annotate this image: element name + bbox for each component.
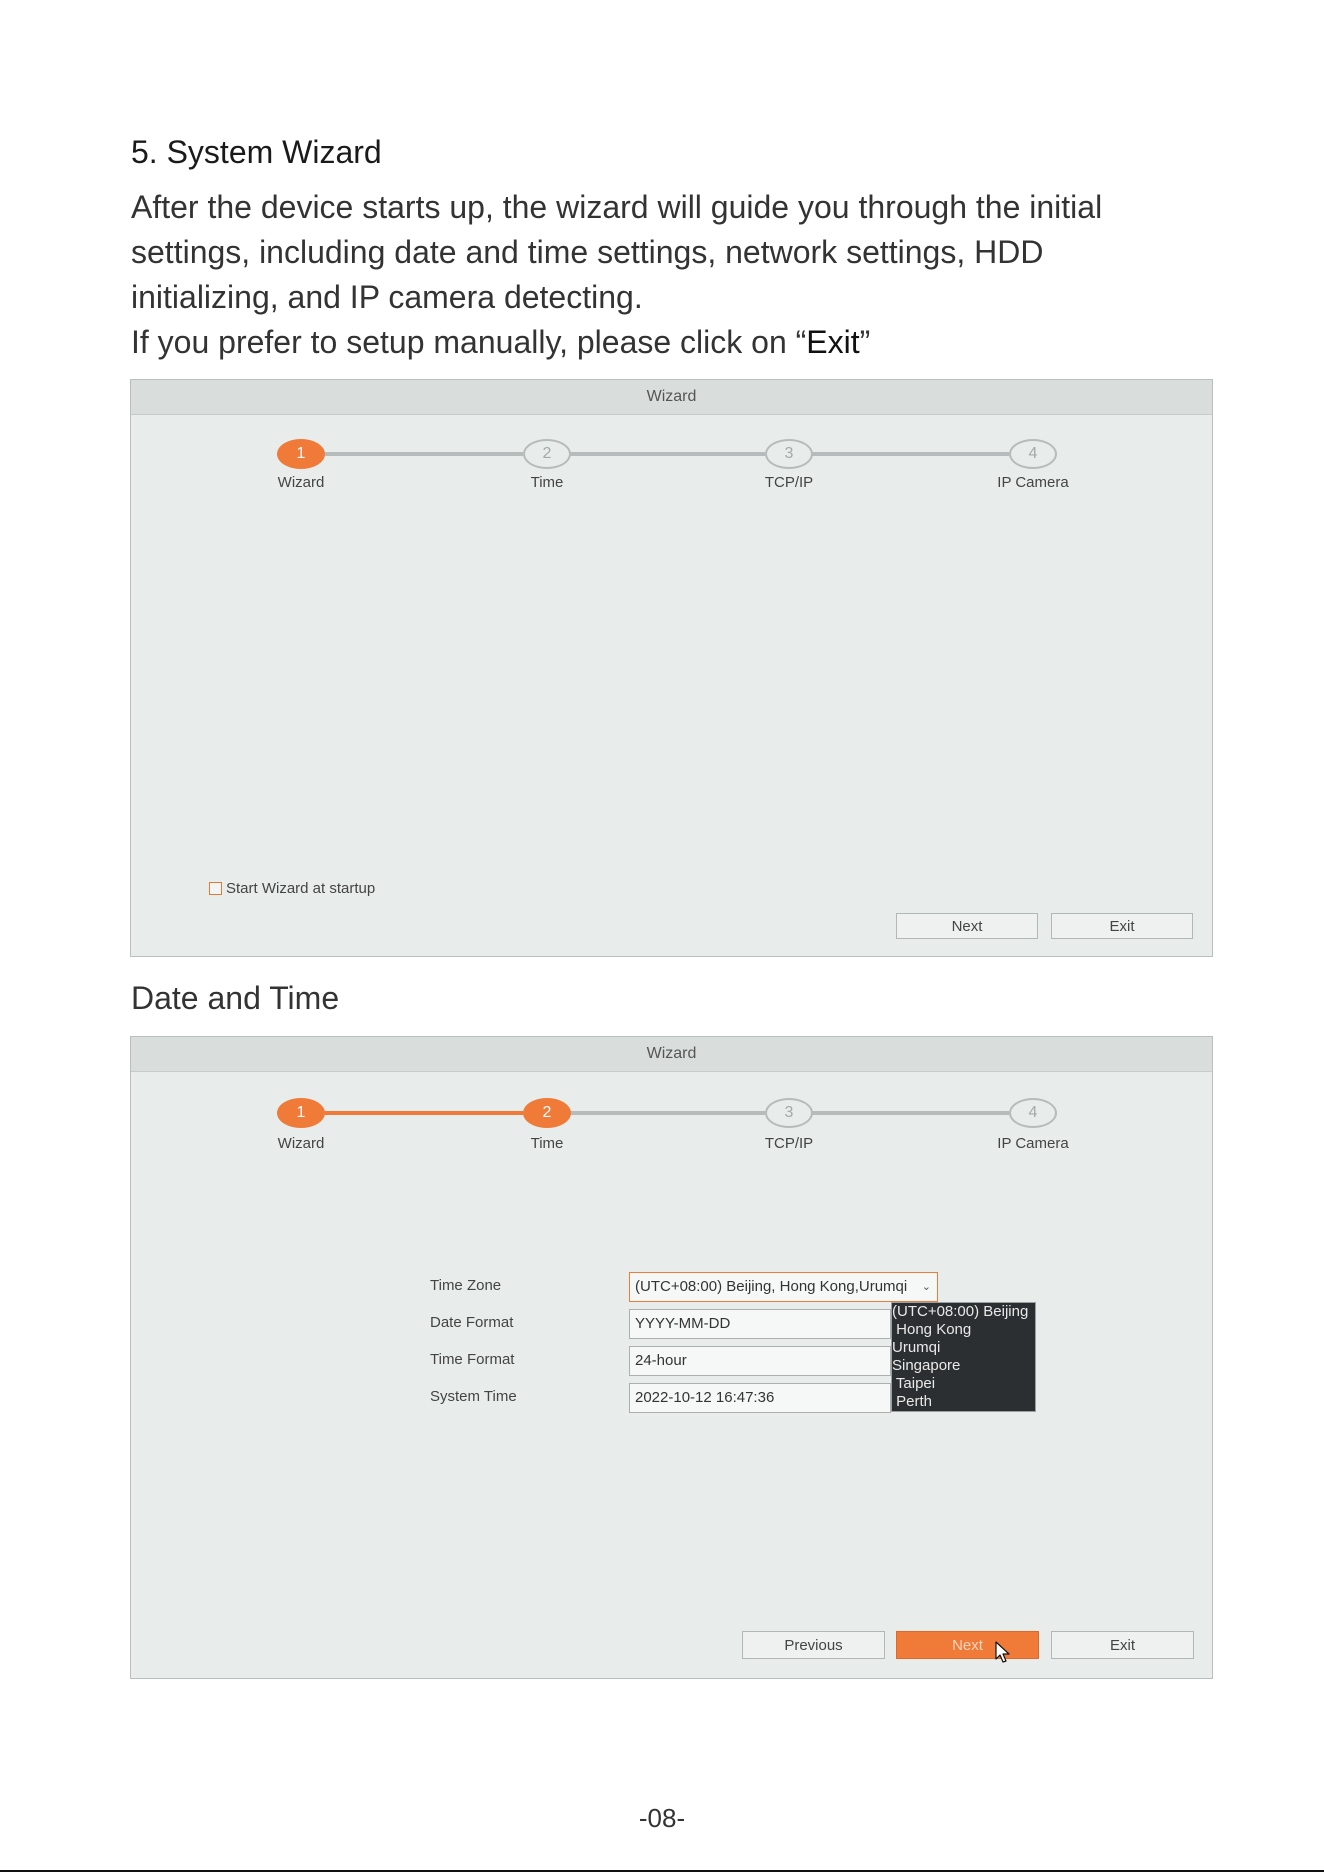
step-1-indicator[interactable]: 1 xyxy=(277,1098,325,1128)
page-number: -08- xyxy=(638,1803,686,1833)
date-format-field[interactable]: YYYY-MM-DD xyxy=(629,1309,891,1339)
step-connector xyxy=(325,1111,523,1115)
wizard-window-step1 xyxy=(130,379,1213,957)
wizard-stepper xyxy=(131,1071,1212,1161)
tooltip-line: Urumqi xyxy=(892,1339,941,1356)
next-button[interactable]: Next xyxy=(896,1631,1039,1659)
system-time-label: System Time xyxy=(430,1388,517,1405)
step-connector xyxy=(811,452,1009,456)
step-1-label: Wizard xyxy=(277,474,325,491)
tooltip-line: Perth xyxy=(892,1393,933,1410)
section-heading: 5. System Wizard xyxy=(131,134,382,170)
step-4-indicator[interactable]: 4 xyxy=(1009,439,1057,469)
step-3-indicator[interactable]: 3 xyxy=(765,439,813,469)
time-format-label: Time Format xyxy=(430,1351,515,1368)
wizard-window-step2 xyxy=(130,1036,1213,1679)
exit-instruction xyxy=(131,320,1231,365)
window-title: Wizard xyxy=(131,1037,1212,1072)
previous-button[interactable]: Previous xyxy=(742,1631,885,1659)
step-1-indicator[interactable]: 1 xyxy=(277,439,325,469)
date-time-section-title: Date and Time xyxy=(131,980,340,1016)
exit-keyword: Exit xyxy=(806,324,860,360)
intro-line-1: After the device starts up, the wizard will guide you through the initial xyxy=(131,189,1103,225)
step-connector xyxy=(325,452,523,456)
start-wizard-checkbox-row[interactable] xyxy=(209,880,375,897)
step-2-indicator[interactable]: 2 xyxy=(523,1098,571,1128)
step-3-label: TCP/IP xyxy=(764,474,814,491)
time-zone-tooltip xyxy=(891,1302,1036,1412)
step-connector xyxy=(569,1111,765,1115)
step-connector xyxy=(811,1111,1009,1115)
wizard-stepper xyxy=(131,414,1212,504)
system-time-field[interactable]: 2022-10-12 16:47:36 xyxy=(629,1383,891,1413)
next-button[interactable]: Next xyxy=(896,913,1038,939)
tooltip-line: Taipei xyxy=(892,1375,936,1392)
step-1-label: Wizard xyxy=(277,1135,325,1152)
intro-line-2: settings, including date and time settings, network settings, HDD xyxy=(131,234,1044,270)
start-wizard-label: Start Wizard at startup xyxy=(226,880,376,897)
exit-instruction-suffix: ” xyxy=(859,324,871,360)
mouse-cursor-icon xyxy=(995,1641,1011,1665)
chevron-down-icon[interactable]: ⌄ xyxy=(921,1281,931,1293)
date-format-label: Date Format xyxy=(430,1314,514,1331)
start-wizard-checkbox[interactable] xyxy=(209,882,222,895)
step-connector xyxy=(569,452,765,456)
step-2-indicator[interactable]: 2 xyxy=(523,439,571,469)
window-title: Wizard xyxy=(131,380,1212,415)
step-2-label: Time xyxy=(530,1135,564,1152)
tooltip-line: Singapore xyxy=(892,1357,961,1374)
intro-line-3: initializing, and IP camera detecting. xyxy=(131,279,643,315)
exit-button[interactable]: Exit xyxy=(1051,913,1193,939)
time-zone-label: Time Zone xyxy=(430,1277,502,1294)
tooltip-line: Hong Kong xyxy=(892,1321,972,1338)
time-zone-select[interactable] xyxy=(629,1272,938,1302)
step-4-label: IP Camera xyxy=(997,1135,1069,1152)
step-4-label: IP Camera xyxy=(997,474,1069,491)
step-2-label: Time xyxy=(530,474,564,491)
time-zone-value: (UTC+08:00) Beijing, Hong Kong,Urumqi xyxy=(635,1278,908,1295)
exit-instruction-prefix: If you prefer to setup manually, please click on “ xyxy=(131,324,807,360)
step-3-indicator[interactable]: 3 xyxy=(765,1098,813,1128)
time-format-field[interactable]: 24-hour xyxy=(629,1346,891,1376)
step-3-label: TCP/IP xyxy=(764,1135,814,1152)
tooltip-line: (UTC+08:00) Beijing xyxy=(892,1303,1029,1320)
exit-button[interactable]: Exit xyxy=(1051,1631,1194,1659)
step-4-indicator[interactable]: 4 xyxy=(1009,1098,1057,1128)
